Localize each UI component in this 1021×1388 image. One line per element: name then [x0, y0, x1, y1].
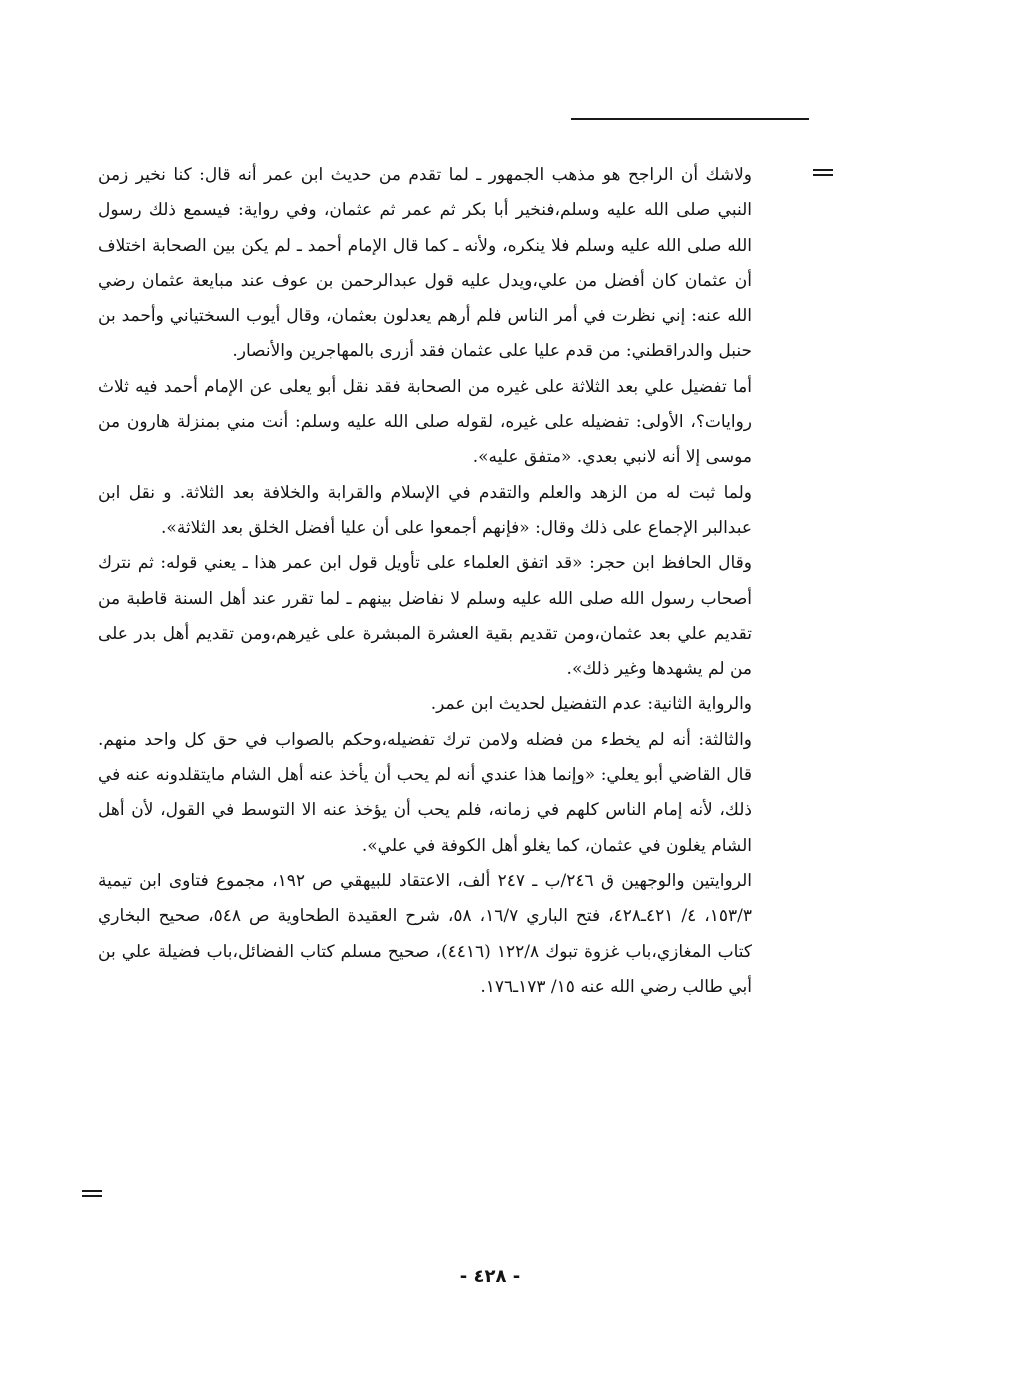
references-paragraph: الروايتين والوجهين ق ٢٤٦/ب ـ ٢٤٧ ألف، الاعتقاد للبيهقي ص ١٩٢، مجموع فتاوى ابن تيمية ١٥٣/٣، ٤/ ٤٢١ـ٤٢٨، فتح الباري ١٦/٧، ٥٨، شرح العقيدة الطحاوية ص ٥٤٨، صحيح البخاري كتاب المغازي،باب غزوة تبوك ١٢٢/٨ (٤٤١٦)، صحيح مسلم كتاب الفضائل،باب فضيلة علي بن أبي طالب رضي الله عنه ١٥/ ١٧٣ـ١٧٦. [98, 870, 753, 997]
paragraph: والرواية الثانية: عدم التفضيل لحديث ابن عمر. [430, 694, 752, 715]
double-dash-mark [82, 1190, 102, 1200]
paragraph: ولما ثبت له من الزهد والعلم والتقدم في الإسلام والقرابة والخلافة بعد الثلاثة. و نقل ابن عبدالبر الإجماع على ذلك وقال: «فإنهم أجمعوا على أن عليا أفضل الخلق بعد الثلاثة». [98, 482, 752, 538]
paragraph: والثالثة: أنه لم يخطء من فضله ولامن ترك تفضيله،وحكم بالصواب في حق كل واحد منهم. قال القاضي أبو يعلي: «وإنما هذا عندي أنه لم يحب أن يأخذ عنه أهل الشام مايتقلدونه عنه في ذلك، لأنه إمام الناس كلهم في زمانه، فلم يحب أن يؤخذ عنه الا التوسط في القول، لأن أهل الشام يغلون في عثمان، كما يغلو أهل الكوفة في علي». [98, 729, 752, 856]
paragraph: ولاشك أن الراجح هو مذهب الجمهور ـ لما تقدم من حديث ابن عمر أنه قال: كنا نخير زمن النبي صلى الله عليه وسلم،فنخير أبا بكر ثم عمر ثم عثمان، وفي رواية: فيسمع ذلك رسول الله صلى الله عليه وسلم فلا ينكره، ولأنه ـ كما قال الإمام أحمد ـ لم يكن بين الصحابة اختلاف أن عثمان كان أفضل من علي،ويدل عليه قول عبدالرحمن بن عوف عند مبايعة عثمان رضي الله عنه: إني نظرت في أمر الناس فلم أرهم يعدلون بعثمان، وقال أيوب السختياني وأحمد بن حنبل والدراقطني: من قدم عليا على عثمان فقد أزرى بالمهاجرين والأنصار. [98, 165, 752, 362]
paragraph: وقال الحافظ ابن حجر: «قد اتفق العلماء على تأويل قول ابن عمر هذا ـ يعني قوله: ثم نترك أصحاب رسول الله صلى الله عليه وسلم لا نفاضل بينهم ـ لما تقرر عند أهل السنة قاطبة من تقديم علي بعد عثمان،ومن تقديم بقية العشرة المبشرة على غيرهم،ومن تقديم أهل بدر على من لم يشهدها وغير ذلك». [98, 553, 752, 680]
double-dash-mark [813, 169, 833, 179]
body-text [98, 158, 752, 1005]
paragraph: أما تفضيل علي بعد الثلاثة على غيره من الصحابة فقد نقل أبو يعلى عن الإمام أحمد فيه ثلاث روايات؟، الأولى: تفضيله على غيره، لقوله صلى الله عليه وسلم: أنت مني بمنزلة هارون من موسى إلا أنه لانبي بعدي. «متفق عليه». [98, 376, 752, 468]
top-rule [571, 118, 809, 120]
page-number: - ٤٢٨ - [459, 1266, 521, 1287]
